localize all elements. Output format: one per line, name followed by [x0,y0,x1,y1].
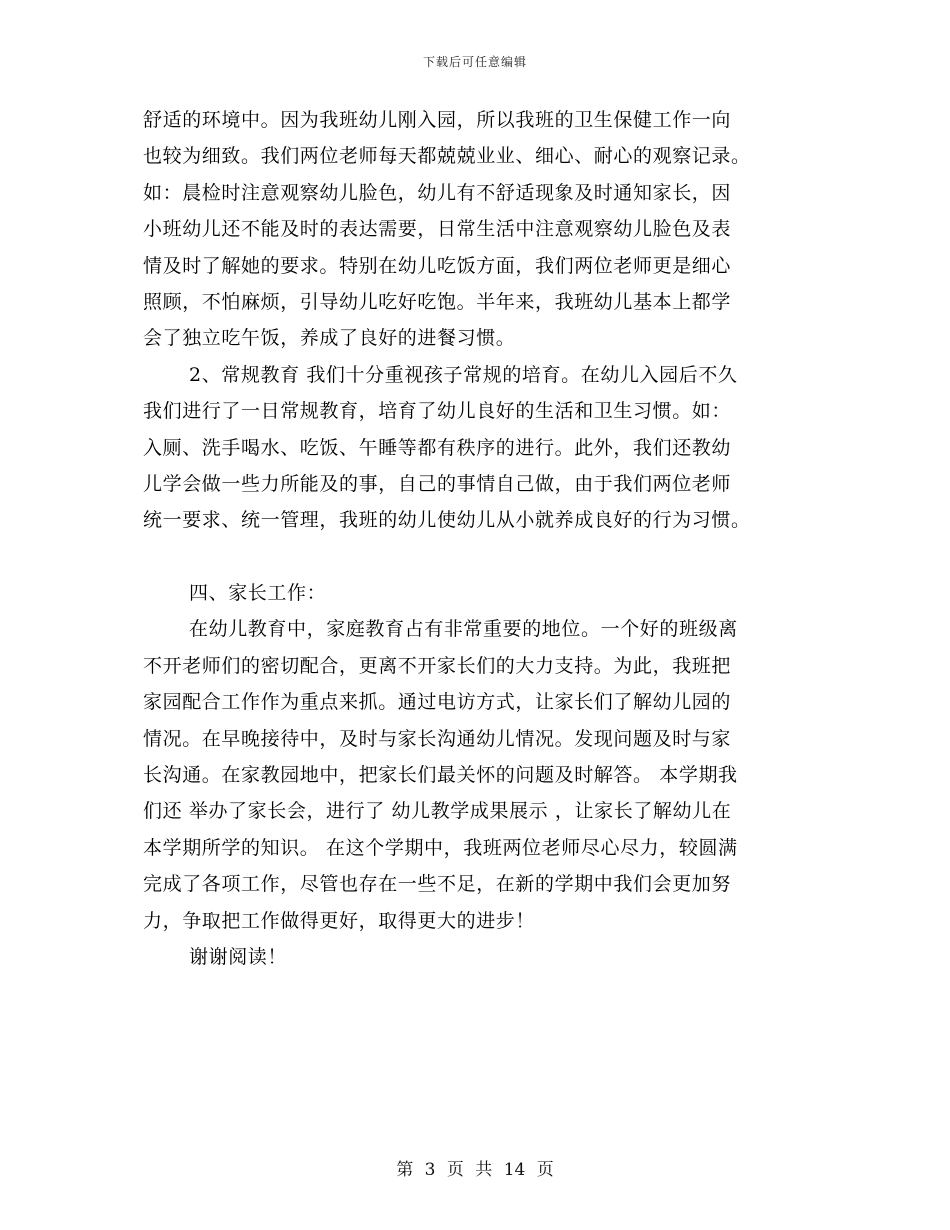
body-line: 会了独立吃午饭，养成了良好的进餐习惯。 [143,327,516,350]
section-heading: 四、家长工作： [189,582,327,605]
body-line: 长沟通。在家教园地中，把家长们最关怀的问题及时解答。 本学期我 [143,764,738,787]
body-line: 统一要求、统一管理，我班的幼儿使幼儿从小就养成良好的行为习惯。 [143,509,751,532]
body-line: 儿学会做一些力所能及的事，自己的事情自己做，由于我们两位老师 [143,472,732,495]
body-line: 入厕、洗手喝水、吃饭、午睡等都有秩序的进行。此外，我们还教幼 [143,436,732,459]
body-line: 完成了各项工作，尽管也存在一些不足，在新的学期中我们会更加努 [143,873,732,896]
document-body [143,102,813,975]
body-line: 舒适的环境中。因为我班幼儿刚入园，所以我班的卫生保健工作一向 [143,109,732,131]
body-line: 照顾，不怕麻烦，引导幼儿吃好吃饱。半年来，我班幼儿基本上都学 [143,290,732,313]
section-paragraph-start: 在幼儿教育中，家庭教育占有非常重要的地位。一个好的班级离 [189,618,738,641]
body-line: 不开老师们的密切配合，更离不开家长们的大力支持。为此，我班把 [143,654,732,677]
page-header: 下载后可任意编辑 [422,55,527,69]
closing-line: 谢谢阅读！ [189,945,288,968]
body-line: 小班幼儿还不能及时的表达需要，日常生活中注意观察幼儿脸色及表 [143,218,732,241]
body-line: 情及时了解她的要求。特别在幼儿吃饭方面，我们两位老师更是细心 [143,254,732,277]
body-line: 情况。在早晚接待中，及时与家长沟通幼儿情况。发现问题及时与家 [143,727,732,750]
paragraph-gap [143,539,813,575]
body-line: 我们进行了一日常规教育，培育了幼儿良好的生活和卫生习惯。如： [143,400,732,423]
body-line: 也较为细致。我们两位老师每天都兢兢业业、细心、耐心的观察记录。 [143,145,751,168]
section-paragraph-start: 2、常规教育 我们十分重视孩子常规的培育。在幼儿入园后不久 [189,363,738,386]
page-number-footer: 第 3 页 共 14 页 [396,1160,554,1180]
body-line: 力，争取把工作做得更好，取得更大的进步！ [143,909,536,932]
body-line: 本学期所学的知识。 在这个学期中，我班两位老师尽心尽力，较圆满 [143,836,738,859]
body-line: 家园配合工作作为重点来抓。通过电访方式，让家长们了解幼儿园的 [143,691,732,714]
body-line: 如：晨检时注意观察幼儿脸色，幼儿有不舒适现象及时通知家长，因 [143,181,732,204]
body-line: 们还 举办了家长会，进行了 幼儿教学成果展示 ，让家长了解幼儿在 [143,800,732,823]
